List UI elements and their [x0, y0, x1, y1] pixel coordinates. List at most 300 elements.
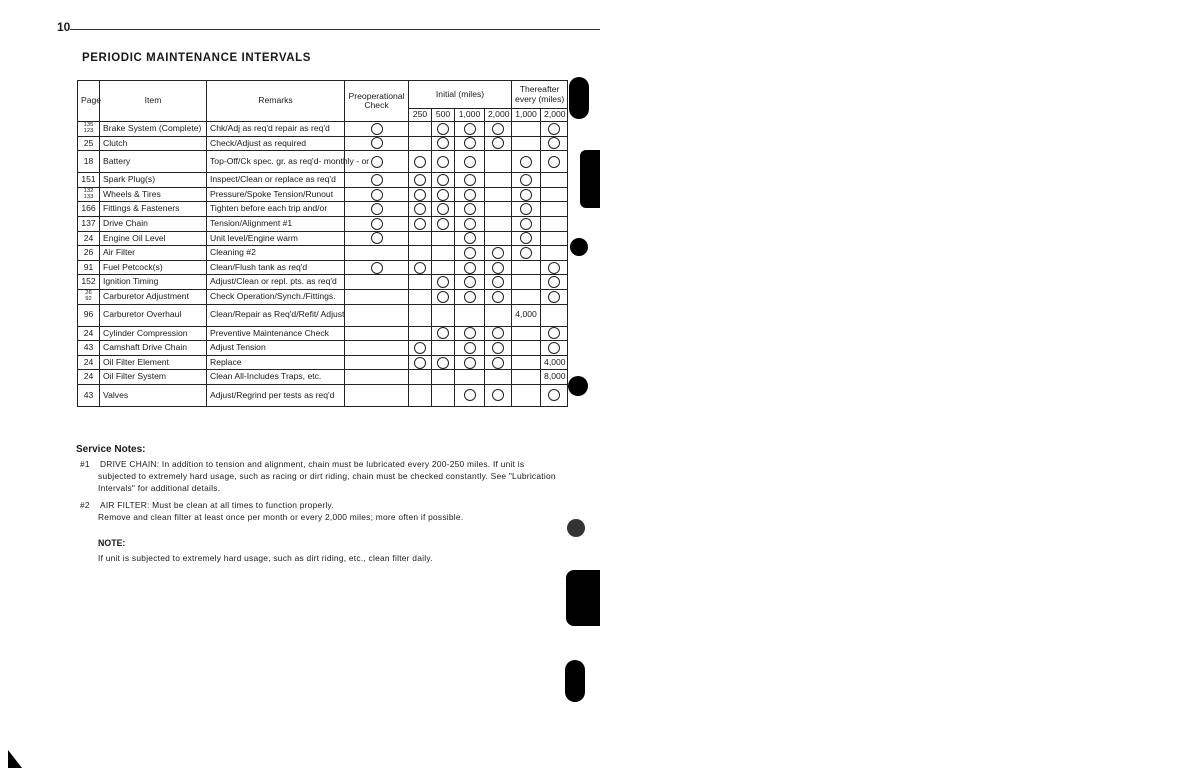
header-initial-1: 500 [432, 109, 455, 122]
row-remarks: Chk/Adj as req'd repair as req'd [207, 122, 345, 137]
row-item: Fuel Petcock(s) [100, 260, 207, 275]
row-remarks: Clean/Flush tank as req'd [207, 260, 345, 275]
circle-mark-icon [371, 262, 383, 274]
header-thereafter-1: 2,000 [541, 109, 568, 122]
row-page-cell: 26 [78, 246, 100, 261]
circle-mark-icon [492, 389, 504, 401]
interval-cell [409, 122, 432, 137]
interval-cell [409, 304, 432, 326]
circle-mark-icon [464, 291, 476, 303]
interval-cell [455, 355, 485, 370]
interval-cell [455, 246, 485, 261]
note-1 [80, 458, 524, 470]
interval-cell [455, 304, 485, 326]
table-row [78, 370, 568, 385]
note-2-line-2: Remove and clean filter at least once per month or every 2,000 miles; more often if possible. [98, 512, 464, 522]
circle-mark-icon [464, 123, 476, 135]
interval-cell [432, 370, 455, 385]
interval-cell [512, 122, 541, 137]
circle-mark-icon [548, 276, 560, 288]
interval-cell [541, 384, 568, 406]
row-page-cell: 25 [78, 136, 100, 151]
circle-mark-icon [492, 342, 504, 354]
interval-cell [432, 326, 455, 341]
note-1-line-2: subjected to extremely hard usage, such as racing or dirt riding, chain must be checked constantly. See "Lubrication [98, 471, 556, 481]
circle-mark-icon [371, 137, 383, 149]
interval-cell [512, 260, 541, 275]
interval-cell [512, 304, 541, 326]
row-item: Brake System (Complete) [100, 122, 207, 137]
interval-value: 4,000 [544, 356, 566, 367]
interval-cell [485, 202, 512, 217]
row-remarks: Cleaning #2 [207, 246, 345, 261]
interval-cell [345, 304, 409, 326]
circle-mark-icon [371, 174, 383, 186]
interval-cell [485, 304, 512, 326]
interval-cell [541, 289, 568, 304]
interval-cell [432, 187, 455, 202]
circle-mark-icon [437, 291, 449, 303]
interval-cell [485, 260, 512, 275]
circle-mark-icon [464, 276, 476, 288]
row-page-cell: 24 [78, 370, 100, 385]
interval-cell [512, 173, 541, 188]
header-initial-2: 1,000 [455, 109, 485, 122]
interval-cell [512, 341, 541, 356]
interval-cell [345, 289, 409, 304]
circle-mark-icon [548, 342, 560, 354]
interval-cell [485, 136, 512, 151]
circle-mark-icon [520, 218, 532, 230]
interval-cell [409, 216, 432, 231]
interval-cell [345, 275, 409, 290]
interval-cell [455, 202, 485, 217]
interval-cell [541, 246, 568, 261]
table-row [78, 326, 568, 341]
row-item: Oil Filter Element [100, 355, 207, 370]
interval-cell [512, 326, 541, 341]
circle-mark-icon [437, 174, 449, 186]
circle-mark-icon [492, 357, 504, 369]
interval-cell [541, 275, 568, 290]
interval-cell [512, 151, 541, 173]
header-initial-3: 2,000 [485, 109, 512, 122]
header-preoperational [345, 81, 409, 122]
header-thereafter-line1: Thereafter [519, 84, 560, 95]
interval-cell [512, 231, 541, 246]
row-item: Camshaft Drive Chain [100, 341, 207, 356]
interval-cell [345, 173, 409, 188]
table-row [78, 304, 568, 326]
interval-cell [455, 231, 485, 246]
header-initial-0: 250 [409, 109, 432, 122]
circle-mark-icon [548, 291, 560, 303]
header-rule [70, 29, 600, 30]
circle-mark-icon [437, 203, 449, 215]
interval-cell [432, 151, 455, 173]
row-page-cell: 91 [78, 260, 100, 275]
circle-mark-icon [464, 247, 476, 259]
header-thereafter-0: 1,000 [512, 109, 541, 122]
punch-hole-shadow [580, 150, 600, 208]
circle-mark-icon [520, 189, 532, 201]
circle-mark-icon [437, 357, 449, 369]
interval-cell [409, 231, 432, 246]
interval-cell [485, 246, 512, 261]
interval-cell [485, 326, 512, 341]
circle-mark-icon [437, 327, 449, 339]
interval-cell [432, 231, 455, 246]
punch-hole-shadow [568, 376, 588, 396]
header-preop-line2: Check [364, 100, 389, 110]
circle-mark-icon [464, 203, 476, 215]
interval-cell [541, 326, 568, 341]
row-item: Ignition Timing [100, 275, 207, 290]
interval-cell [409, 136, 432, 151]
row-item: Engine Oil Level [100, 231, 207, 246]
interval-cell [409, 260, 432, 275]
row-page-cell [78, 122, 100, 137]
circle-mark-icon [492, 123, 504, 135]
table-row [78, 136, 568, 151]
circle-mark-icon [548, 327, 560, 339]
interval-cell [485, 289, 512, 304]
row-page-cell [78, 187, 100, 202]
row-page-cell: 152 [78, 275, 100, 290]
interval-cell [455, 275, 485, 290]
page-number: 10 [57, 20, 71, 34]
interval-cell [345, 187, 409, 202]
circle-mark-icon [520, 203, 532, 215]
circle-mark-icon [464, 342, 476, 354]
row-page-stack [84, 123, 94, 135]
interval-cell [485, 187, 512, 202]
interval-cell [455, 173, 485, 188]
interval-cell [485, 173, 512, 188]
interval-cell [455, 136, 485, 151]
circle-mark-icon [437, 123, 449, 135]
interval-cell [345, 341, 409, 356]
row-page-number: 135 [83, 122, 94, 128]
interval-cell [512, 216, 541, 231]
circle-mark-icon [414, 262, 426, 274]
interval-cell [432, 173, 455, 188]
interval-cell [485, 231, 512, 246]
interval-cell [432, 202, 455, 217]
table-row [78, 173, 568, 188]
table-row [78, 384, 568, 406]
circle-mark-icon [464, 232, 476, 244]
interval-cell [455, 370, 485, 385]
corner-mark-icon [8, 750, 22, 768]
interval-cell [512, 384, 541, 406]
row-page-stack [84, 189, 94, 201]
row-remarks: Preventive Maintenance Check [207, 326, 345, 341]
circle-mark-icon [492, 262, 504, 274]
note-1-line-1: DRIVE CHAIN: In addition to tension and alignment, chain must be lubricated every 200-250 miles. If unit is [100, 459, 525, 469]
interval-cell [541, 151, 568, 173]
row-page-cell: 24 [78, 355, 100, 370]
interval-cell [409, 341, 432, 356]
interval-cell [541, 173, 568, 188]
row-remarks: Unit level/Engine warm [207, 231, 345, 246]
row-item: Wheels & Tires [100, 187, 207, 202]
interval-cell [432, 216, 455, 231]
header-thereafter-line2: every (miles) [515, 93, 565, 104]
circle-mark-icon [414, 218, 426, 230]
table-row [78, 289, 568, 304]
circle-mark-icon [371, 189, 383, 201]
circle-mark-icon [520, 247, 532, 259]
interval-cell [345, 246, 409, 261]
interval-cell [345, 355, 409, 370]
interval-cell [541, 216, 568, 231]
punch-hole-shadow [567, 519, 585, 537]
interval-cell [541, 136, 568, 151]
header-preop-line1: Preoperational [348, 90, 405, 101]
interval-cell [345, 216, 409, 231]
interval-cell [512, 246, 541, 261]
circle-mark-icon [414, 189, 426, 201]
row-page-cell: 24 [78, 326, 100, 341]
interval-cell [432, 341, 455, 356]
interval-cell [345, 384, 409, 406]
row-page-cell: 43 [78, 384, 100, 406]
header-item: Item [100, 81, 207, 122]
row-item: Cylinder Compression [100, 326, 207, 341]
row-item: Carburetor Overhaul [100, 304, 207, 326]
table-row [78, 202, 568, 217]
circle-mark-icon [437, 189, 449, 201]
interval-cell [409, 355, 432, 370]
circle-mark-icon [548, 389, 560, 401]
row-page-cell: 96 [78, 304, 100, 326]
circle-mark-icon [548, 123, 560, 135]
interval-cell [345, 370, 409, 385]
interval-cell [541, 355, 568, 370]
row-remarks: Check/Adjust as required [207, 136, 345, 151]
row-item: Clutch [100, 136, 207, 151]
interval-cell [512, 275, 541, 290]
page-title: PERIODIC MAINTENANCE INTERVALS [82, 52, 312, 64]
interval-cell [541, 231, 568, 246]
interval-cell [432, 355, 455, 370]
interval-cell [455, 151, 485, 173]
interval-cell [485, 384, 512, 406]
interval-cell [432, 304, 455, 326]
interval-cell [432, 246, 455, 261]
row-item: Oil Filter System [100, 370, 207, 385]
interval-cell [485, 122, 512, 137]
interval-cell [455, 326, 485, 341]
interval-cell [512, 370, 541, 385]
punch-hole-shadow [566, 570, 600, 626]
interval-cell [541, 370, 568, 385]
row-remarks: Top-Off/Ck spec. gr. as req'd- monthly - or [207, 151, 345, 173]
row-page-cell: 24 [78, 231, 100, 246]
circle-mark-icon [464, 174, 476, 186]
interval-cell [409, 246, 432, 261]
interval-cell [455, 341, 485, 356]
interval-cell [455, 289, 485, 304]
interval-cell [345, 202, 409, 217]
note-1-number: #1 [80, 459, 90, 469]
table-row [78, 122, 568, 137]
circle-mark-icon [464, 156, 476, 168]
row-page-cell [78, 289, 100, 304]
circle-mark-icon [548, 262, 560, 274]
header-initial: Initial (miles) [409, 81, 512, 109]
row-page-number: 133 [83, 193, 94, 200]
table-row [78, 341, 568, 356]
interval-cell [512, 187, 541, 202]
interval-cell [512, 136, 541, 151]
interval-cell [409, 187, 432, 202]
row-remarks: Clean All-Includes Traps, etc. [207, 370, 345, 385]
interval-cell [432, 384, 455, 406]
maintenance-table [77, 80, 568, 407]
note-1-line-3: Intervals" for additional details. [98, 483, 221, 493]
circle-mark-icon [520, 232, 532, 244]
row-remarks: Pressure/Spoke Tension/Runout [207, 187, 345, 202]
header-page: Page [78, 81, 100, 122]
circle-mark-icon [548, 137, 560, 149]
row-page-cell: 43 [78, 341, 100, 356]
interval-cell [512, 202, 541, 217]
circle-mark-icon [371, 218, 383, 230]
interval-cell [541, 187, 568, 202]
table-row [78, 246, 568, 261]
interval-cell [345, 122, 409, 137]
row-page-cell: 151 [78, 173, 100, 188]
row-remarks: Tension/Alignment #1 [207, 216, 345, 231]
circle-mark-icon [464, 357, 476, 369]
note-text: If unit is subjected to extremely hard usage, such as dirt riding, etc., clean filter daily. [98, 553, 433, 563]
row-page-cell: 166 [78, 202, 100, 217]
row-page-stack [85, 291, 91, 303]
table-row [78, 260, 568, 275]
interval-cell [345, 136, 409, 151]
interval-cell [409, 370, 432, 385]
circle-mark-icon [464, 327, 476, 339]
circle-mark-icon [414, 174, 426, 186]
circle-mark-icon [464, 389, 476, 401]
circle-mark-icon [371, 123, 383, 135]
row-remarks: Inspect/Clean or replace as req'd [207, 173, 345, 188]
interval-cell [455, 122, 485, 137]
note-2 [80, 499, 334, 511]
row-item: Air Filter [100, 246, 207, 261]
interval-cell [541, 341, 568, 356]
interval-cell [455, 216, 485, 231]
circle-mark-icon [414, 203, 426, 215]
interval-cell [432, 136, 455, 151]
interval-cell [485, 355, 512, 370]
punch-hole-shadow [565, 660, 585, 702]
interval-cell [409, 151, 432, 173]
circle-mark-icon [520, 174, 532, 186]
circle-mark-icon [464, 262, 476, 274]
interval-cell [485, 216, 512, 231]
interval-cell [432, 275, 455, 290]
row-remarks: Adjust/Clean or repl. pts. as req'd [207, 275, 345, 290]
table-row [78, 355, 568, 370]
interval-cell [409, 202, 432, 217]
interval-cell [485, 151, 512, 173]
circle-mark-icon [437, 276, 449, 288]
row-page-number: 92 [85, 295, 92, 302]
circle-mark-icon [437, 137, 449, 149]
interval-cell [455, 384, 485, 406]
circle-mark-icon [414, 357, 426, 369]
table-row [78, 151, 568, 173]
interval-cell [485, 341, 512, 356]
circle-mark-icon [492, 276, 504, 288]
row-remarks: Adjust/Regrind per tests as req'd [207, 384, 345, 406]
circle-mark-icon [371, 232, 383, 244]
note-2-number: #2 [80, 500, 90, 510]
interval-cell [409, 384, 432, 406]
row-page-number: 26 [85, 289, 92, 296]
circle-mark-icon [492, 137, 504, 149]
interval-cell [432, 260, 455, 275]
interval-cell [345, 326, 409, 341]
interval-cell [409, 326, 432, 341]
row-page-cell: 137 [78, 216, 100, 231]
circle-mark-icon [492, 327, 504, 339]
punch-hole-shadow [569, 77, 589, 119]
interval-cell [512, 355, 541, 370]
circle-mark-icon [464, 189, 476, 201]
interval-cell [432, 122, 455, 137]
interval-cell [455, 260, 485, 275]
row-item: Valves [100, 384, 207, 406]
interval-cell [541, 304, 568, 326]
row-remarks: Adjust Tension [207, 341, 345, 356]
circle-mark-icon [437, 218, 449, 230]
interval-value: 8,000 [544, 371, 566, 382]
row-page-number: 123 [83, 127, 94, 134]
interval-cell [485, 370, 512, 385]
circle-mark-icon [548, 156, 560, 168]
service-notes-heading: Service Notes: [76, 444, 146, 455]
circle-mark-icon [437, 156, 449, 168]
table-row [78, 216, 568, 231]
row-item: Fittings & Fasteners [100, 202, 207, 217]
circle-mark-icon [492, 291, 504, 303]
note-2-line-1: AIR FILTER: Must be clean at all times to function properly. [100, 500, 334, 510]
row-remarks: Clean/Repair as Req'd/Refit/ Adjust [207, 304, 345, 326]
interval-cell [409, 275, 432, 290]
interval-cell [409, 173, 432, 188]
interval-cell [345, 260, 409, 275]
circle-mark-icon [520, 156, 532, 168]
row-remarks: Check Operation/Synch./Fittings. [207, 289, 345, 304]
header-remarks: Remarks [207, 81, 345, 122]
interval-cell [512, 289, 541, 304]
row-remarks: Tighten before each trip and/or [207, 202, 345, 217]
table-row [78, 231, 568, 246]
interval-value: 4,000 [515, 309, 537, 320]
circle-mark-icon [464, 218, 476, 230]
row-remarks: Replace [207, 355, 345, 370]
interval-cell [345, 231, 409, 246]
circle-mark-icon [464, 137, 476, 149]
interval-cell [541, 260, 568, 275]
header-thereafter [512, 81, 568, 109]
circle-mark-icon [371, 156, 383, 168]
row-item: Spark Plug(s) [100, 173, 207, 188]
